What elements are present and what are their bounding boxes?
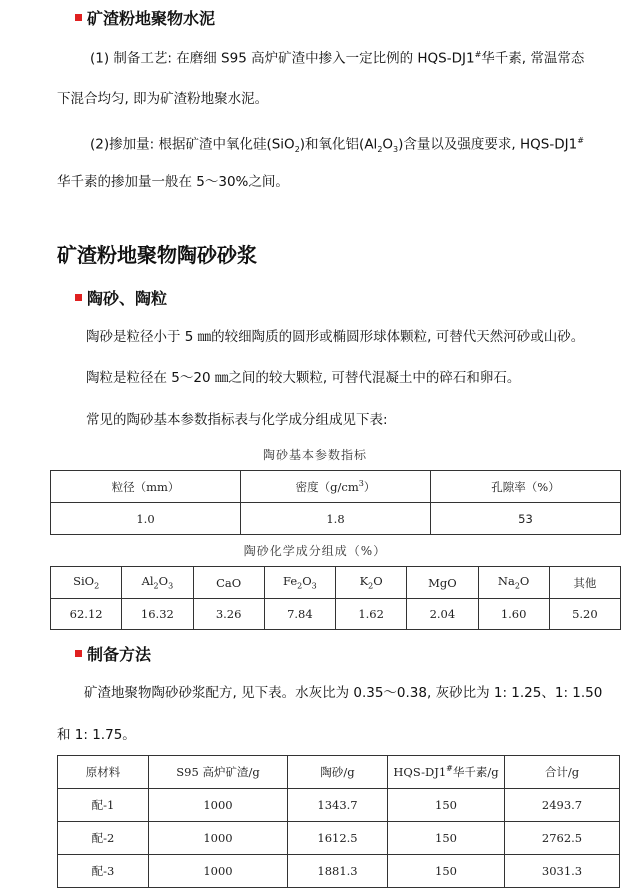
table-cell: 配-3 [58,855,149,888]
sup: 3 [358,478,364,488]
text: O [302,574,312,589]
sup: # [446,764,453,774]
section-heading-ceramsite [75,286,167,309]
text: (2)掺加量: 根据矿渣中氧化硅(SiO [90,136,295,153]
text: )含量以及强度要求, HQS-DJ1 [398,136,578,153]
table-cell: 1.8 [241,503,431,535]
table-cell: 配-2 [58,822,149,855]
table-mix-formula [57,755,620,888]
sub: 2 [94,581,100,591]
header-cell: 其他 [549,567,620,599]
text: (1) 制备工艺: 在磨细 S95 高炉矿渣中掺入一定比例的 HQS-DJ1 [90,50,475,67]
table-cell: 1000 [149,822,288,855]
table-cell: 53 [431,503,621,535]
table-cell: 1.0 [51,503,241,535]
sub: 3 [311,581,317,591]
header-cell [241,471,431,503]
table-basic-params [50,470,621,535]
paragraph-process [90,45,584,69]
header-cell: 陶砂/g [288,756,388,789]
sup: # [474,50,482,59]
table-cell: 1612.5 [288,822,388,855]
table-cell: 1000 [149,855,288,888]
sup: # [577,136,584,145]
red-square-bullet-icon [75,14,82,21]
table-cell: 150 [388,822,505,855]
paragraph-dosage [90,131,584,160]
table-cell: 62.12 [51,599,122,630]
table-cell: 7.84 [264,599,335,630]
text: O [158,574,169,589]
table-cell: 1.62 [336,599,407,630]
header-cell: 粒径（mm） [51,471,241,503]
header-cell: MgO [407,567,478,599]
header-cell: 合计/g [505,756,620,789]
table-cell: 150 [388,855,505,888]
section-title-ceramsite-mortar: 矿渣粉地聚物陶砂砂浆 [57,243,257,267]
text: HQS-DJ1 [393,765,447,779]
text: ） [363,479,376,494]
sub: 3 [393,145,399,155]
table-cell: 2762.5 [505,822,620,855]
table-row [58,855,620,888]
paragraph-process-line2: 下混合均匀, 即为矿渣粉地聚水泥。 [57,91,269,107]
header-cell: CaO [193,567,264,599]
header-cell [478,567,549,599]
text: Al [141,574,154,589]
table-cell: 3031.3 [505,855,620,888]
header-cell: 孔隙率（%） [431,471,621,503]
text: 华千素, 常温常态 [481,50,585,67]
table-cell: 配-1 [58,789,149,822]
header-cell: S95 高炉矿渣/g [149,756,288,789]
text: Fe [282,574,298,589]
table2-caption: 陶砂化学成分组成（%） [243,544,387,558]
header-cell [264,567,335,599]
table1-caption: 陶砂基本参数指标 [262,448,367,462]
paragraph-ceramsand: 陶砂是粒径小于 5 ㎜的较细陶质的圆形或椭圆形球体颗粒, 可替代天然河砂或山砂。 [86,329,585,345]
red-square-bullet-icon [75,650,82,657]
table-cell: 1881.3 [288,855,388,888]
text: 华千素/g [452,765,499,779]
heading-text: 矿渣粉地聚物水泥 [87,9,216,28]
red-square-bullet-icon [75,294,82,301]
table-cell: 2493.7 [505,789,620,822]
sub: 2 [377,145,383,155]
header-cell [122,567,193,599]
section-heading-slag-cement [75,6,215,29]
sub: 2 [297,581,303,591]
table-row [58,822,620,855]
section-heading-preparation [75,642,151,665]
table-chemical-composition [50,566,621,630]
text: K [359,574,369,589]
header-cell [51,567,122,599]
text: O [519,574,530,589]
paragraph-formula-line2: 和 1: 1.75。 [57,727,136,743]
sub: 2 [514,581,520,591]
paragraph-dosage-line2: 华千素的掺加量一般在 5～30%之间。 [57,174,289,190]
text: 密度（g/cm [295,479,359,494]
sub: 3 [168,581,174,591]
sub: 2 [153,581,159,591]
header-cell: 原材料 [58,756,149,789]
table-cell: 2.04 [407,599,478,630]
paragraph-tables-intro: 常见的陶砂基本参数指标表与化学成分组成见下表: [86,412,388,428]
heading-text: 陶砂、陶粒 [87,289,168,308]
table-cell: 16.32 [122,599,193,630]
header-cell [336,567,407,599]
heading-text: 制备方法 [87,645,152,664]
table-cell: 3.26 [193,599,264,630]
text: Na [497,574,515,589]
table-cell: 1000 [149,789,288,822]
text: SiO [73,574,95,589]
table-row [58,789,620,822]
table-cell: 150 [388,789,505,822]
paragraph-formula: 矿渣地聚物陶砂砂浆配方, 见下表。水灰比为 0.35～0.38, 灰砂比为 1: 1.25、1: 1.50 [84,685,603,701]
table-cell: 5.20 [549,599,620,630]
table-cell: 1343.7 [288,789,388,822]
table-cell: 1.60 [478,599,549,630]
paragraph-ceramsite: 陶粒是粒径在 5～20 ㎜之间的较大颗粒, 可替代混凝土中的碎石和卵石。 [86,370,521,386]
text: )和氧化铝(Al [299,136,378,153]
sub: 2 [368,581,374,591]
text: O [382,136,394,153]
text: O [373,574,383,589]
sub: 2 [294,145,300,155]
header-cell [388,756,505,789]
